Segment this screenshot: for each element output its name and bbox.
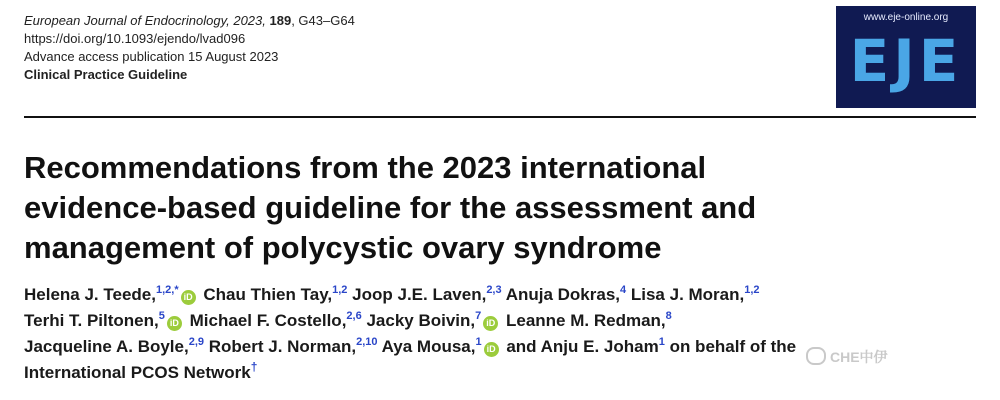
affiliation-marker[interactable]: 1,2,* <box>155 284 179 296</box>
affiliation-marker[interactable]: 1,2 <box>332 284 348 296</box>
doi-link[interactable]: https://doi.org/10.1093/ejendo/lvad096 <box>24 31 246 46</box>
affiliation-marker[interactable]: 2,9 <box>188 336 205 348</box>
author-name[interactable]: Helena J. Teede, <box>24 285 156 304</box>
journal-name: European Journal of Endocrinology <box>24 13 227 28</box>
author-name[interactable]: Jacky Boivin, <box>366 311 476 330</box>
affiliation-marker[interactable]: 1,2 <box>744 284 760 296</box>
title-line-2: evidence-based guideline for the assessment and <box>24 190 757 225</box>
affiliation-marker[interactable]: 1 <box>475 336 482 348</box>
affiliation-marker[interactable]: 2,3 <box>486 284 502 296</box>
orcid-icon[interactable]: iD <box>484 342 499 357</box>
author-name[interactable]: Jacqueline A. Boyle, <box>24 337 189 356</box>
author-name[interactable]: Anuja Dokras, <box>505 285 621 304</box>
group-author-name[interactable]: International PCOS Network <box>24 363 251 382</box>
page-range: , G43–G64 <box>291 13 355 28</box>
logo-mark: EJE <box>849 27 963 95</box>
title-line-3: management of polycystic ovary syndrome <box>24 230 662 265</box>
author-name[interactable]: Joop J.E. Laven, <box>352 285 487 304</box>
affiliation-marker[interactable]: 7 <box>475 310 482 322</box>
orcid-icon[interactable]: iD <box>483 316 498 331</box>
watermark <box>806 346 986 368</box>
author-name[interactable]: Aya Mousa, <box>381 337 476 356</box>
article-type: Clinical Practice Guideline <box>24 67 188 82</box>
author-list <box>24 282 984 386</box>
chat-bubble-icon <box>806 347 826 365</box>
author-name[interactable]: Lisa J. Moran, <box>630 285 745 304</box>
author-name[interactable]: Leanne M. Redman, <box>505 311 666 330</box>
journal-logo[interactable] <box>836 6 976 108</box>
author-name[interactable]: Robert J. Norman, <box>208 337 357 356</box>
orcid-icon[interactable]: iD <box>181 290 196 305</box>
logo-url: www.eje-online.org <box>863 12 949 23</box>
affiliation-marker[interactable]: 2,10 <box>356 336 378 348</box>
affiliation-marker[interactable]: 4 <box>620 284 627 296</box>
title-line-1: Recommendations from the 2023 international <box>24 150 707 185</box>
watermark-text: CHE中伊 <box>830 349 888 365</box>
citation-year: , 2023, <box>226 13 270 28</box>
article-title <box>24 148 924 268</box>
author-name[interactable]: Michael F. Costello, <box>189 311 347 330</box>
author-line-1 <box>24 282 984 308</box>
author-line-2 <box>24 308 984 334</box>
affiliation-marker[interactable]: 1 <box>658 336 665 348</box>
author-name[interactable]: Chau Thien Tay, <box>203 285 333 304</box>
dagger-marker[interactable]: † <box>250 360 258 374</box>
on-behalf-text: on behalf of the <box>664 337 797 356</box>
citation-line <box>24 12 355 30</box>
header-divider <box>24 116 976 118</box>
affiliation-marker[interactable]: 2,6 <box>346 310 362 322</box>
article-metadata <box>24 12 355 84</box>
access-date: Advance access publication 15 August 2023 <box>24 49 279 64</box>
affiliation-marker[interactable]: 5 <box>158 310 165 322</box>
affiliation-marker[interactable]: 8 <box>665 310 672 322</box>
author-name[interactable]: Terhi T. Piltonen, <box>24 311 159 330</box>
orcid-icon[interactable]: iD <box>167 316 182 331</box>
author-name[interactable]: and Anju E. Joham <box>506 337 659 356</box>
volume-number: 189 <box>269 13 292 28</box>
